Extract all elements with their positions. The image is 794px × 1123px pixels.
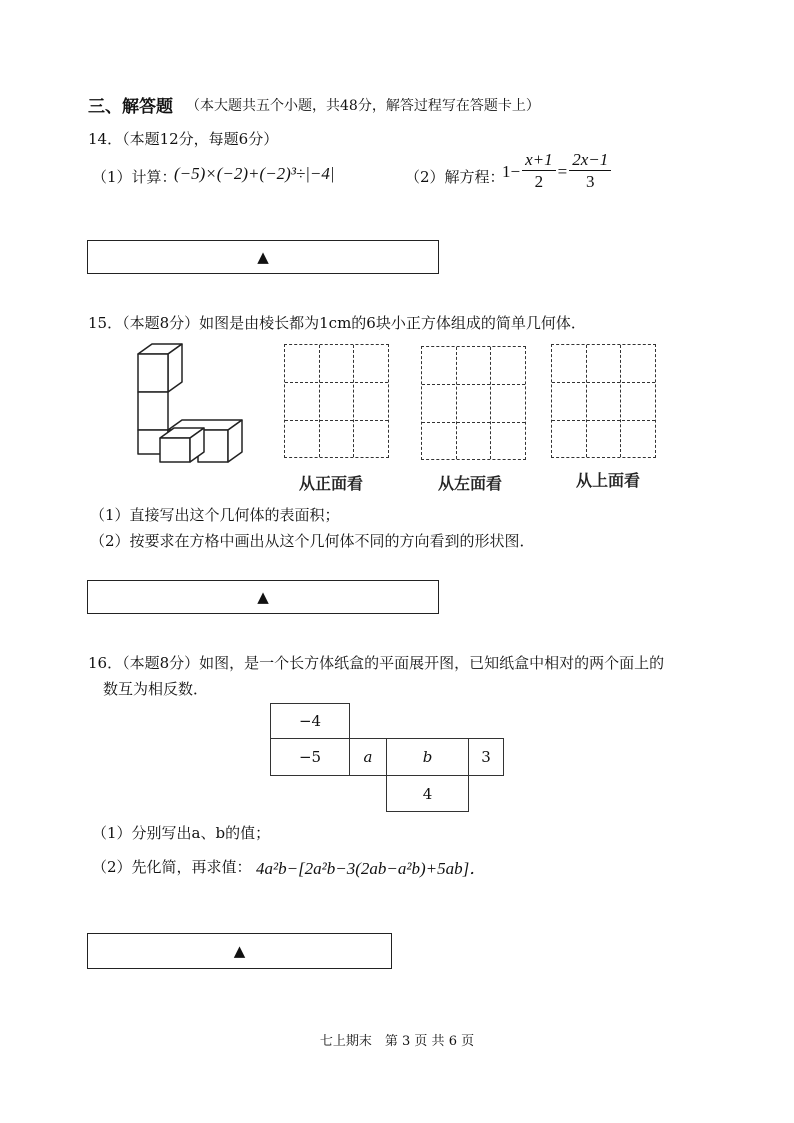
view-label-front: 从正面看 [299, 474, 364, 493]
q16-part2-expression: 4a²b−[2a²b−3(2ab−a²b)+5ab]． [256, 859, 487, 878]
section-note: （本大题共五个小题，共48分，解答过程写在答题卡上） [186, 98, 540, 114]
net-cell: 4 [386, 775, 469, 812]
q15-part2: （2）按要求在方格中画出从这个几何体不同的方向看到的形状图． [90, 532, 535, 550]
answer-marker: ▲ [233, 942, 246, 960]
net-cell: b [386, 738, 469, 776]
grid-left-view[interactable] [421, 346, 526, 460]
net-cell: a [349, 738, 387, 776]
q15-header: 15．（本题8分）如图是由棱长都为1cm的6块小正方体组成的简单几何体． [88, 314, 586, 332]
fraction-2-denominator: 3 [585, 172, 595, 191]
fraction-1 [522, 150, 556, 193]
q16-part2-label: （2）先化简，再求值： [92, 858, 252, 876]
answer-box-q15 [87, 580, 439, 614]
net-cell: 3 [468, 738, 504, 776]
fraction-2-numerator: 2x−1 [569, 150, 611, 171]
answer-box-q16 [87, 933, 392, 969]
q14-part2-equation [502, 150, 613, 193]
fraction-1-numerator: x+1 [522, 150, 556, 171]
view-label-top: 从上面看 [576, 471, 641, 490]
q16-header-line2: 数互为相反数． [103, 680, 209, 698]
q14-part1-expression: (−5)×(−2)+(−2)³÷|−4| [174, 164, 335, 183]
answer-box-q14 [87, 240, 439, 274]
section-title: 三、解答题 [88, 97, 173, 117]
fraction-2 [569, 150, 611, 193]
equation-lhs: 1− [502, 161, 521, 181]
q14-part2-label: （2）解方程： [405, 168, 505, 186]
grid-top-view[interactable] [551, 344, 656, 458]
answer-marker: ▲ [257, 248, 269, 266]
page-footer: 七上期末 第 3 页 共 6 页 [319, 1034, 475, 1049]
answer-marker: ▲ [257, 588, 269, 606]
q15-part1: （1）直接写出这个几何体的表面积； [90, 506, 340, 524]
q14-header: 14．（本题12分，每题6分） [88, 130, 279, 148]
fraction-1-denominator: 2 [534, 172, 544, 191]
q14-part1-label: （1）计算： [92, 168, 177, 186]
cube-stack-figure [130, 338, 250, 464]
equals-sign: = [557, 161, 568, 181]
net-cell: −5 [270, 738, 350, 776]
q16-header-line1: 16．（本题8分）如图，是一个长方体纸盒的平面展开图，已知纸盒中相对的两个面上的 [88, 654, 665, 672]
q16-part1: （1）分别写出a、b的值； [92, 824, 271, 842]
view-label-left: 从左面看 [438, 474, 503, 493]
grid-front-view[interactable] [284, 344, 389, 458]
net-cell: −4 [270, 703, 350, 739]
